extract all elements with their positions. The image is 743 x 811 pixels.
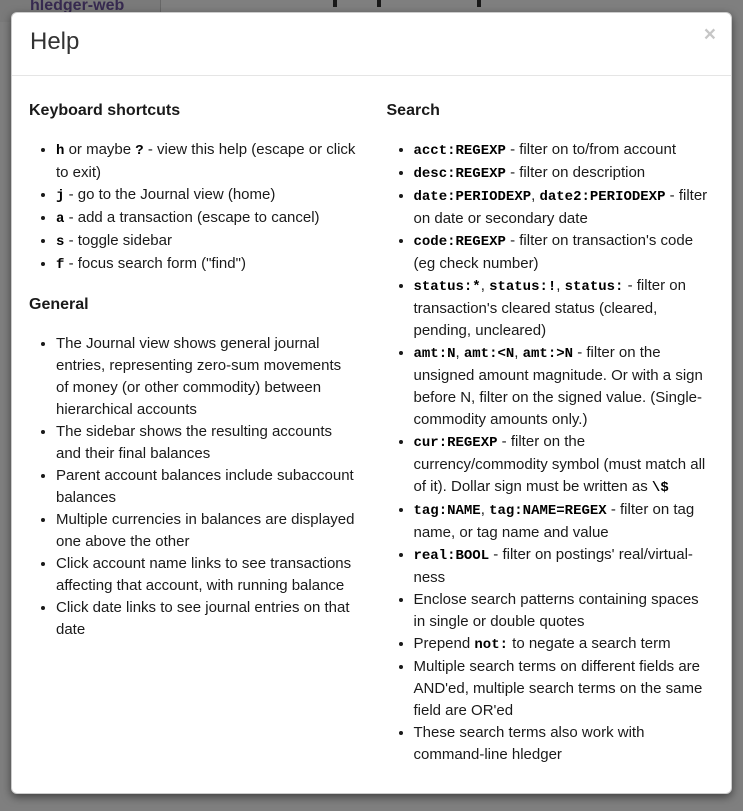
list-item: • s - toggle sidebar bbox=[56, 230, 357, 253]
modal-body bbox=[12, 76, 731, 796]
list-item: • These search terms also work with command-line hledger bbox=[414, 722, 715, 766]
code-term: real:BOOL bbox=[413, 548, 490, 565]
code-term: s bbox=[56, 234, 65, 251]
code-term: status:! bbox=[489, 279, 557, 296]
code-term: code:REGEXP bbox=[413, 234, 506, 251]
code-term: desc:REGEXP bbox=[413, 166, 506, 183]
code-term: amt:<N bbox=[463, 346, 515, 363]
list-item: • The sidebar shows the resulting accounts and their final balances bbox=[56, 421, 357, 465]
code-term: not: bbox=[474, 637, 508, 654]
help-modal bbox=[11, 12, 732, 794]
list-item: • desc:REGEXP - filter on description bbox=[414, 162, 715, 185]
list-item: • Multiple currencies in balances are displayed one above the other bbox=[56, 509, 357, 553]
search-list bbox=[387, 139, 715, 766]
code-term: date:PERIODEXP bbox=[413, 189, 532, 206]
list-item: • Prepend not: to negate a search term bbox=[414, 633, 715, 656]
list-item: • code:REGEXP - filter on transaction's code (eg check number) bbox=[414, 230, 715, 275]
code-term: \$ bbox=[651, 480, 669, 497]
list-item: • date:PERIODEXP, date2:PERIODEXP - filter on date or secondary date bbox=[414, 185, 715, 230]
section-heading-search: Search bbox=[386, 102, 440, 120]
code-term: acct:REGEXP bbox=[413, 143, 506, 160]
section-search bbox=[387, 102, 715, 766]
list-item: • f - focus search form ("find") bbox=[56, 253, 357, 276]
code-term: f bbox=[56, 257, 65, 274]
section-keyboard-shortcuts bbox=[29, 102, 357, 276]
list-item: • h or maybe ? - view this help (escape or click to exit) bbox=[56, 139, 357, 184]
code-term: status: bbox=[564, 279, 624, 296]
list-item: • cur:REGEXP - filter on the currency/commodity symbol (must match all of it). Dollar sign must be written as \$ bbox=[414, 431, 715, 499]
general-list bbox=[29, 333, 357, 641]
section-heading-general: General bbox=[29, 296, 89, 314]
close-icon[interactable]: × bbox=[703, 23, 716, 46]
list-item: • a - add a transaction (escape to cancel) bbox=[56, 207, 357, 230]
list-item: • tag:NAME, tag:NAME=REGEX - filter on tag name, or tag name and value bbox=[414, 499, 715, 544]
list-item: • Parent account balances include subaccount balances bbox=[56, 465, 357, 509]
code-term: tag:NAME=REGEX bbox=[489, 503, 607, 520]
modal-header bbox=[12, 13, 731, 76]
code-term: h bbox=[56, 143, 65, 160]
list-item: • amt:N, amt:<N, amt:>N - filter on the unsigned amount magnitude. Or with a sign before N, filter on the signed value. (Single-commodity amounts only.) bbox=[414, 342, 715, 431]
code-term: cur:REGEXP bbox=[413, 435, 498, 452]
list-item: • The Journal view shows general journal entries, representing zero-sum movements of money (or other commodity) between hierarchical accounts bbox=[56, 333, 357, 421]
list-item: • status:*, status:!, status: - filter on transaction's cleared status (cleared, pending, uncleared) bbox=[414, 275, 715, 342]
list-item: • Click date links to see journal entries on that date bbox=[56, 597, 357, 641]
keyboard-shortcuts-list bbox=[29, 139, 357, 276]
section-general bbox=[29, 296, 357, 641]
code-term: j bbox=[56, 188, 65, 205]
section-heading-keyboard-shortcuts: Keyboard shortcuts bbox=[29, 102, 181, 120]
code-term: ? bbox=[135, 143, 144, 160]
list-item: • Enclose search patterns containing spaces in single or double quotes bbox=[414, 589, 715, 633]
code-term: a bbox=[56, 211, 65, 228]
right-column bbox=[387, 82, 715, 776]
code-term: tag:NAME bbox=[413, 503, 481, 520]
code-term: amt:>N bbox=[522, 346, 574, 363]
code-term: date2:PERIODEXP bbox=[539, 189, 666, 206]
list-item: • j - go to the Journal view (home) bbox=[56, 184, 357, 207]
list-item: • Multiple search terms on different fields are AND'ed, multiple search terms on the same field are OR'ed bbox=[414, 656, 715, 722]
code-term: amt:N bbox=[413, 346, 456, 363]
code-term: status:* bbox=[413, 279, 481, 296]
left-column bbox=[29, 82, 357, 776]
list-item: • acct:REGEXP - filter on to/from account bbox=[414, 139, 715, 162]
list-item: • Click account name links to see transactions affecting that account, with running balance bbox=[56, 553, 357, 597]
modal-title: Help bbox=[30, 28, 80, 55]
list-item: • real:BOOL - filter on postings' real/virtual-ness bbox=[414, 544, 715, 589]
